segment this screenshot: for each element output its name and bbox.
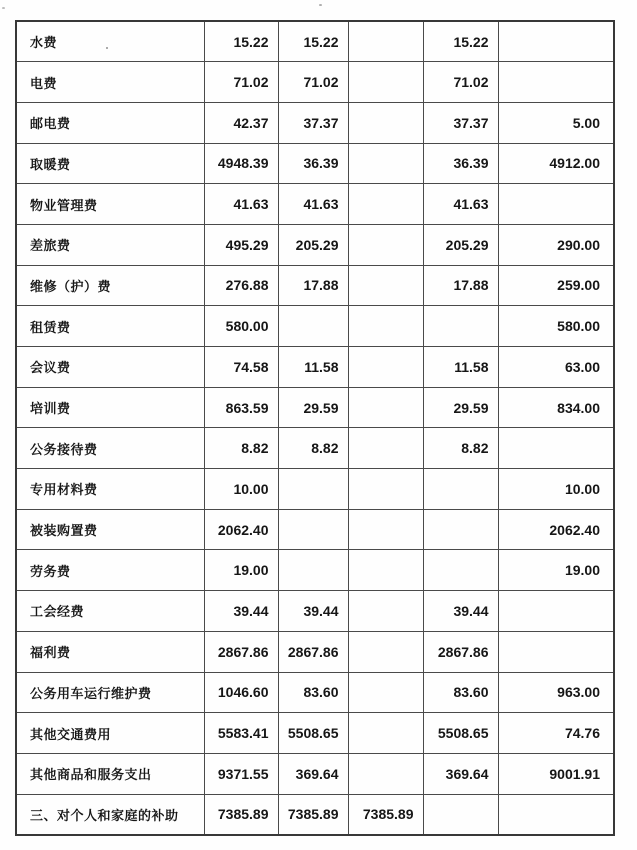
amount-cell: 7385.89	[204, 794, 278, 835]
amount-cell: 39.44	[278, 591, 348, 632]
table-row	[16, 713, 614, 754]
table-row	[16, 224, 614, 265]
row-label: 福利费	[16, 631, 204, 672]
table-row	[16, 62, 614, 103]
amount-cell	[423, 550, 498, 591]
table-row	[16, 184, 614, 225]
table-row	[16, 428, 614, 469]
amount-cell	[348, 387, 423, 428]
row-label: 取暖费	[16, 143, 204, 184]
row-label: 公务用车运行维护费	[16, 672, 204, 713]
row-label: 专用材料费	[16, 469, 204, 510]
table-row	[16, 265, 614, 306]
amount-cell: 8.82	[204, 428, 278, 469]
amount-cell: 5.00	[498, 102, 614, 143]
amount-cell: 1046.60	[204, 672, 278, 713]
amount-cell: 37.37	[423, 102, 498, 143]
scan-speck	[2, 7, 5, 9]
row-label: 培训费	[16, 387, 204, 428]
amount-cell: 863.59	[204, 387, 278, 428]
amount-cell: 4948.39	[204, 143, 278, 184]
amount-cell	[348, 306, 423, 347]
amount-cell: 71.02	[204, 62, 278, 103]
row-label: 租赁费	[16, 306, 204, 347]
amount-cell	[348, 184, 423, 225]
amount-cell	[423, 469, 498, 510]
amount-cell: 29.59	[278, 387, 348, 428]
amount-cell: 580.00	[498, 306, 614, 347]
amount-cell	[423, 509, 498, 550]
amount-cell: 5508.65	[278, 713, 348, 754]
table-row	[16, 509, 614, 550]
amount-cell: 580.00	[204, 306, 278, 347]
amount-cell: 19.00	[498, 550, 614, 591]
amount-cell: 5583.41	[204, 713, 278, 754]
amount-cell: 4912.00	[498, 143, 614, 184]
amount-cell	[348, 265, 423, 306]
amount-cell	[348, 509, 423, 550]
table-row	[16, 672, 614, 713]
amount-cell: 11.58	[423, 347, 498, 388]
table-row	[16, 631, 614, 672]
amount-cell: 39.44	[423, 591, 498, 632]
amount-cell: 63.00	[498, 347, 614, 388]
table-row	[16, 794, 614, 835]
amount-cell	[423, 794, 498, 835]
amount-cell: 2867.86	[204, 631, 278, 672]
row-label: 差旅费	[16, 224, 204, 265]
amount-cell	[498, 794, 614, 835]
amount-cell: 41.63	[278, 184, 348, 225]
amount-cell: 11.58	[278, 347, 348, 388]
amount-cell: 36.39	[278, 143, 348, 184]
amount-cell	[348, 62, 423, 103]
row-label: 劳务费	[16, 550, 204, 591]
row-label: 水费	[16, 21, 204, 62]
row-label: 维修（护）费	[16, 265, 204, 306]
expense-table	[15, 20, 615, 836]
amount-cell	[348, 143, 423, 184]
amount-cell: 205.29	[423, 224, 498, 265]
amount-cell	[348, 550, 423, 591]
amount-cell: 7385.89	[348, 794, 423, 835]
amount-cell	[348, 672, 423, 713]
amount-cell: 19.00	[204, 550, 278, 591]
table-row	[16, 469, 614, 510]
amount-cell: 39.44	[204, 591, 278, 632]
amount-cell: 8.82	[423, 428, 498, 469]
amount-cell: 71.02	[278, 62, 348, 103]
amount-cell: 37.37	[278, 102, 348, 143]
amount-cell: 2867.86	[423, 631, 498, 672]
expense-table-body	[16, 21, 614, 835]
amount-cell	[498, 21, 614, 62]
amount-cell: 9001.91	[498, 753, 614, 794]
amount-cell: 834.00	[498, 387, 614, 428]
row-label: 三、对个人和家庭的补助	[16, 794, 204, 835]
table-row	[16, 143, 614, 184]
table-row	[16, 102, 614, 143]
amount-cell: 2867.86	[278, 631, 348, 672]
amount-cell: 41.63	[204, 184, 278, 225]
amount-cell	[348, 102, 423, 143]
amount-cell	[278, 469, 348, 510]
row-label: 电费	[16, 62, 204, 103]
amount-cell	[278, 306, 348, 347]
amount-cell: 10.00	[498, 469, 614, 510]
table-row	[16, 306, 614, 347]
amount-cell: 290.00	[498, 224, 614, 265]
row-label: 其他交通费用	[16, 713, 204, 754]
scan-speck	[319, 4, 322, 6]
amount-cell	[348, 753, 423, 794]
amount-cell: 71.02	[423, 62, 498, 103]
amount-cell: 15.22	[423, 21, 498, 62]
row-label: 公务接待费	[16, 428, 204, 469]
amount-cell: 15.22	[278, 21, 348, 62]
row-label: 邮电费	[16, 102, 204, 143]
row-label: 其他商品和服务支出	[16, 753, 204, 794]
amount-cell	[348, 21, 423, 62]
amount-cell: 963.00	[498, 672, 614, 713]
table-row	[16, 550, 614, 591]
amount-cell: 83.60	[278, 672, 348, 713]
amount-cell	[423, 306, 498, 347]
amount-cell: 17.88	[423, 265, 498, 306]
amount-cell: 205.29	[278, 224, 348, 265]
amount-cell	[348, 591, 423, 632]
amount-cell: 259.00	[498, 265, 614, 306]
amount-cell: 10.00	[204, 469, 278, 510]
table-row	[16, 387, 614, 428]
amount-cell	[498, 631, 614, 672]
table-row	[16, 21, 614, 62]
amount-cell: 42.37	[204, 102, 278, 143]
amount-cell	[498, 591, 614, 632]
amount-cell	[348, 631, 423, 672]
amount-cell	[348, 469, 423, 510]
amount-cell: 495.29	[204, 224, 278, 265]
row-label: 工会经费	[16, 591, 204, 632]
amount-cell	[278, 550, 348, 591]
amount-cell	[278, 509, 348, 550]
amount-cell: 7385.89	[278, 794, 348, 835]
amount-cell: 36.39	[423, 143, 498, 184]
amount-cell: 5508.65	[423, 713, 498, 754]
amount-cell	[498, 184, 614, 225]
amount-cell	[348, 347, 423, 388]
amount-cell: 15.22	[204, 21, 278, 62]
table-row	[16, 347, 614, 388]
amount-cell	[348, 428, 423, 469]
amount-cell: 2062.40	[204, 509, 278, 550]
amount-cell: 276.88	[204, 265, 278, 306]
amount-cell	[498, 62, 614, 103]
amount-cell	[498, 428, 614, 469]
row-label: 会议费	[16, 347, 204, 388]
amount-cell: 369.64	[423, 753, 498, 794]
amount-cell: 41.63	[423, 184, 498, 225]
amount-cell: 29.59	[423, 387, 498, 428]
amount-cell	[348, 224, 423, 265]
amount-cell	[348, 713, 423, 754]
amount-cell: 74.58	[204, 347, 278, 388]
amount-cell: 8.82	[278, 428, 348, 469]
amount-cell: 83.60	[423, 672, 498, 713]
amount-cell: 74.76	[498, 713, 614, 754]
table-row	[16, 591, 614, 632]
row-label: 物业管理费	[16, 184, 204, 225]
amount-cell: 369.64	[278, 753, 348, 794]
row-label: 被装购置费	[16, 509, 204, 550]
table-row	[16, 753, 614, 794]
amount-cell: 17.88	[278, 265, 348, 306]
amount-cell: 2062.40	[498, 509, 614, 550]
amount-cell: 9371.55	[204, 753, 278, 794]
